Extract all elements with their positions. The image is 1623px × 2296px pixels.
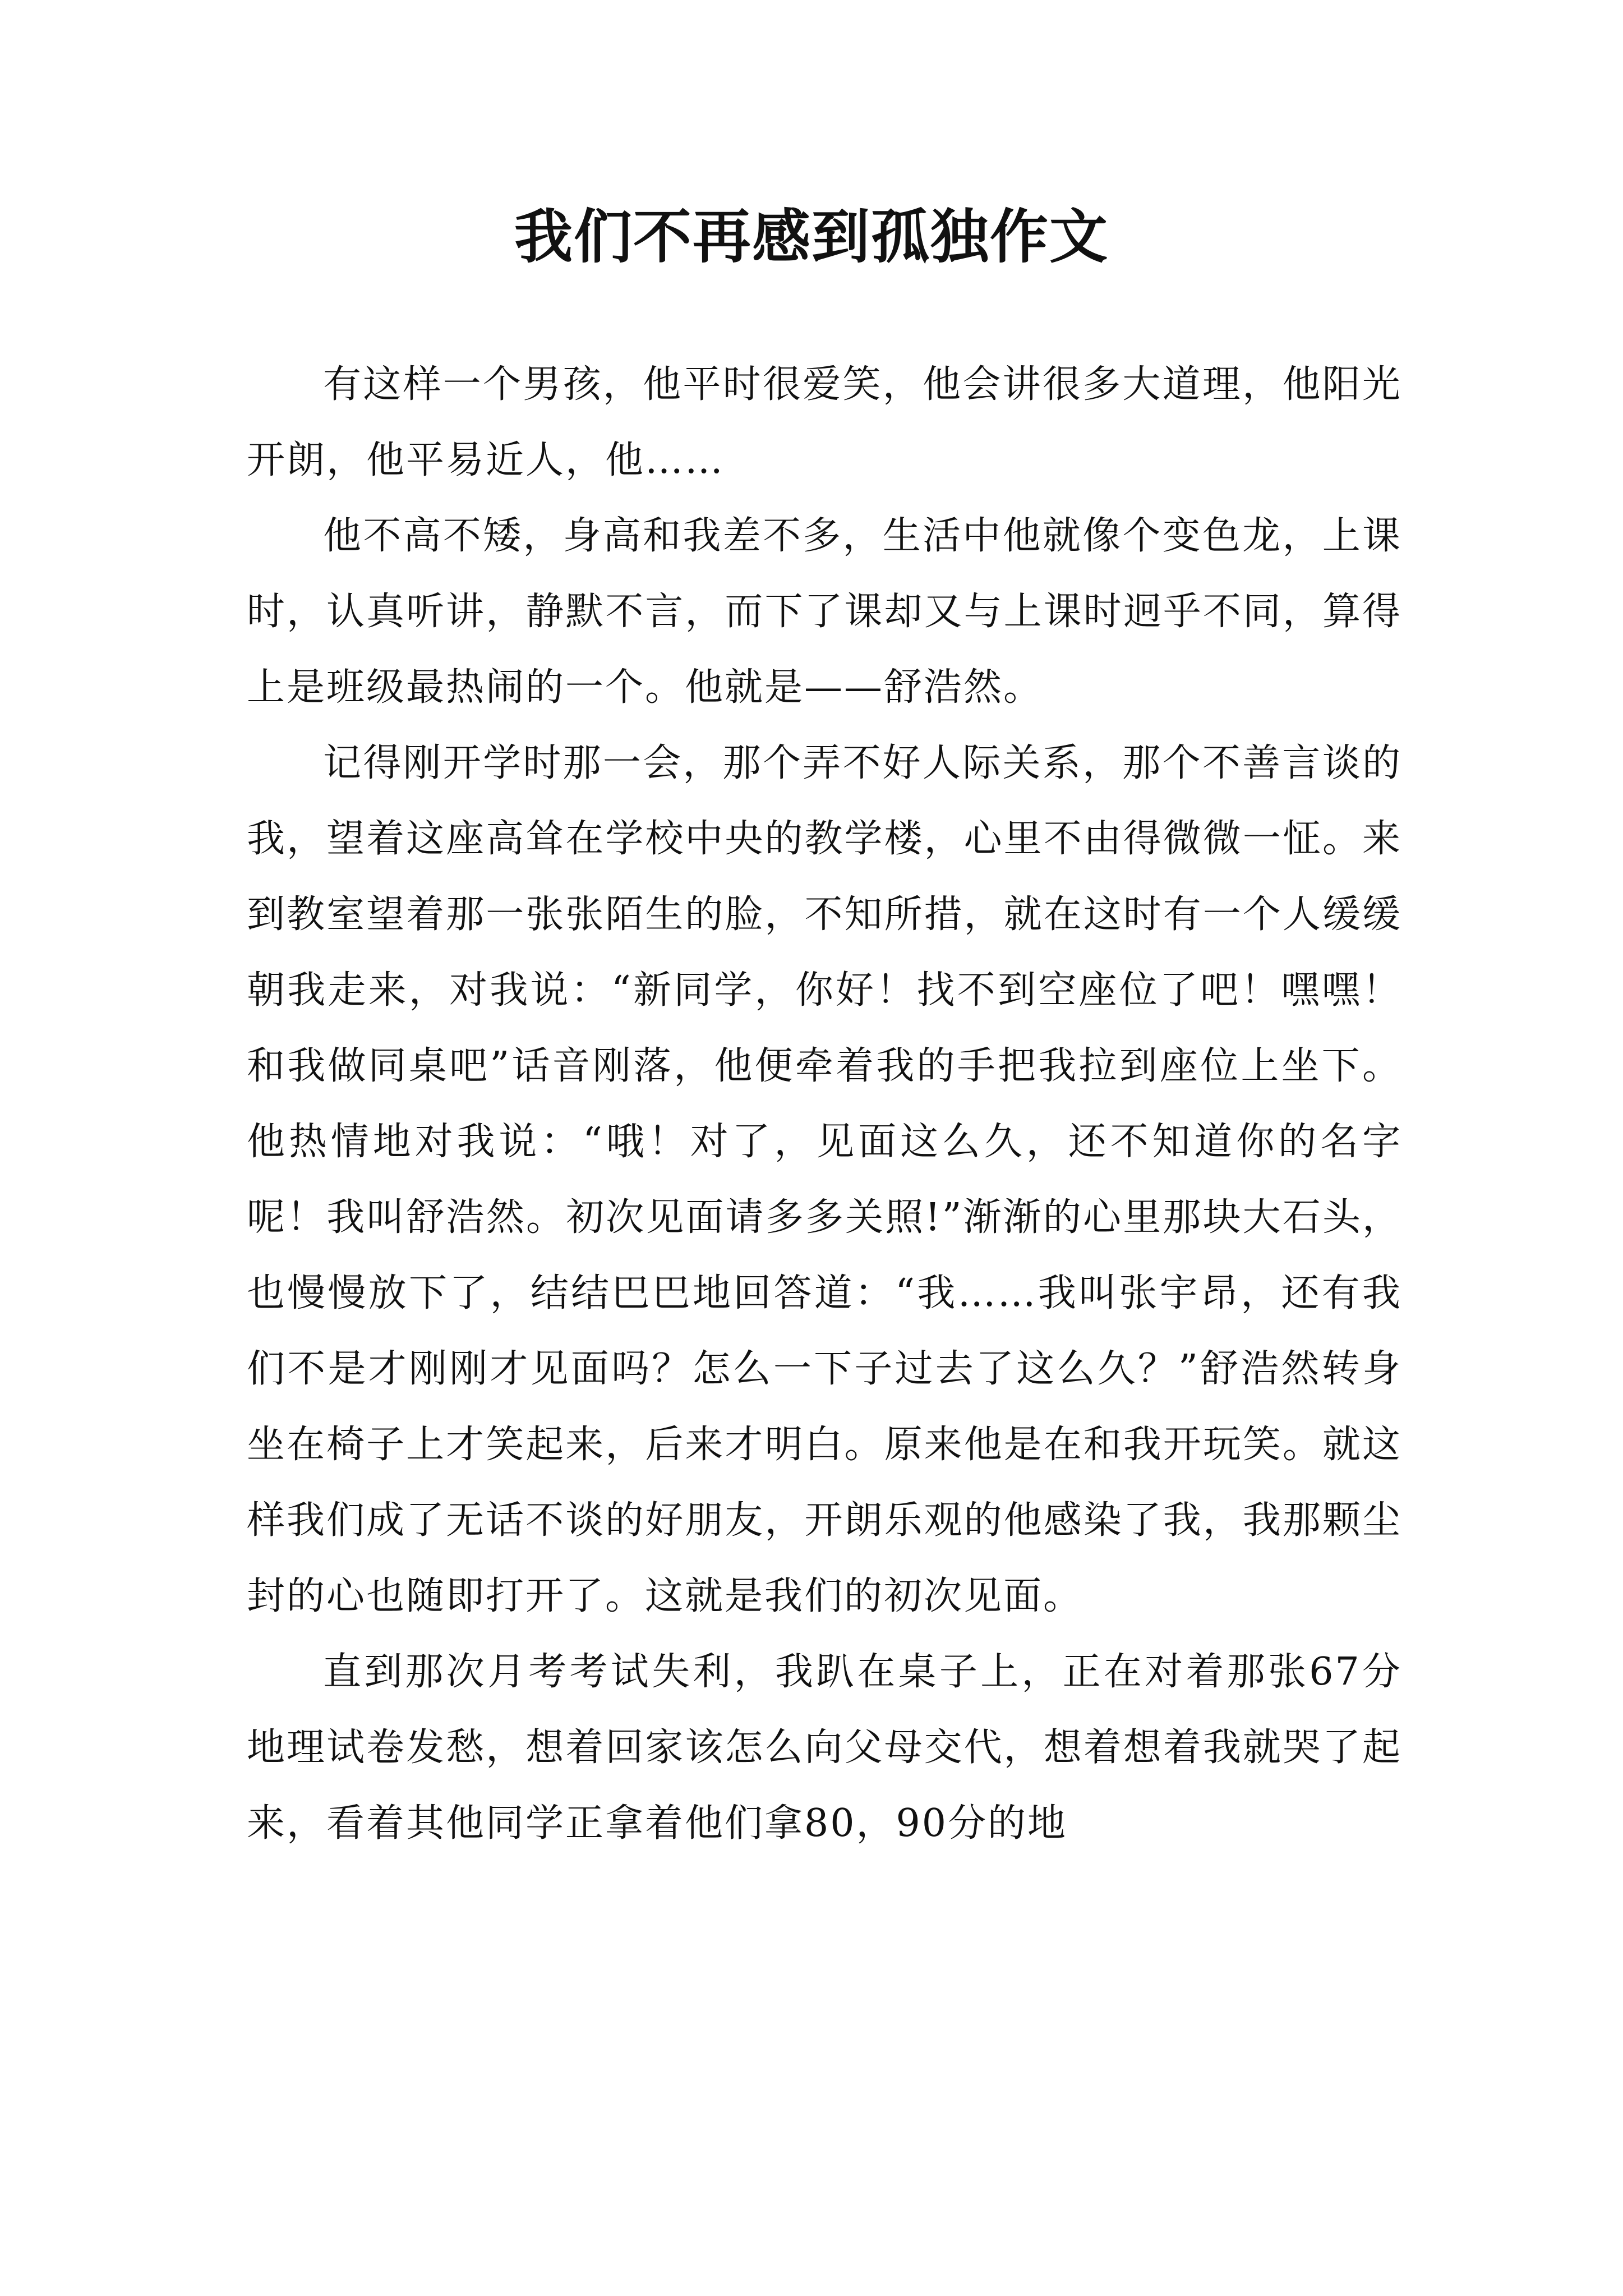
paragraph-3: 记得刚开学时那一会，那个弄不好人际关系，那个不善言谈的我，望着这座高耸在学校中央的教学楼，心里不由得微微一怔。来到教室望着那一张张陌生的脸，不知所措，就在这时有一个人缓缓朝我走来，对我说：“新同学，你好！找不到空座位了吧！嘿嘿！和我做同桌吧”话音刚落，他便牵着我的手把我拉到座位上坐下。他热情地对我说：“哦！对了，见面这么久，还不知道你的名字呢！我叫舒浩然。初次见面请多多关照!”渐渐的心里那块大石头，也慢慢放下了，结结巴巴地回答道：“我……我叫张宇昂，还有我们不是才刚刚才见面吗？怎么一下子过去了这么久？”舒浩然转身坐在椅子上才笑起来，后来才明白。原来他是在和我开玩笑。就这样我们成了无话不谈的好朋友，开朗乐观的他感染了我，我那颗尘封的心也随即打开了。这就是我们的初次见面。: [247, 741, 1402, 1618]
document-title: 我们不再感到孤独作文: [514, 203, 1109, 271]
document-body: [247, 347, 1402, 1861]
paragraph-4: 直到那次月考考试失利，我趴在桌子上，正在对着那张67分地理试卷发愁，想着回家该怎么向父母交代，想着想着我就哭了起来，看着其他同学正拿着他们拿80，90分的地: [247, 1650, 1402, 1846]
paragraph-1: 有这样一个男孩，他平时很爱笑，他会讲很多大道理，他阳光开朗，他平易近人，他……: [247, 362, 1402, 482]
paragraph-2: 他不高不矮，身高和我差不多，生活中他就像个变色龙，上课时，认真听讲，静默不言，而下了课却又与上课时迥乎不同，算得上是班级最热闹的一个。他就是——舒浩然。: [247, 514, 1402, 710]
